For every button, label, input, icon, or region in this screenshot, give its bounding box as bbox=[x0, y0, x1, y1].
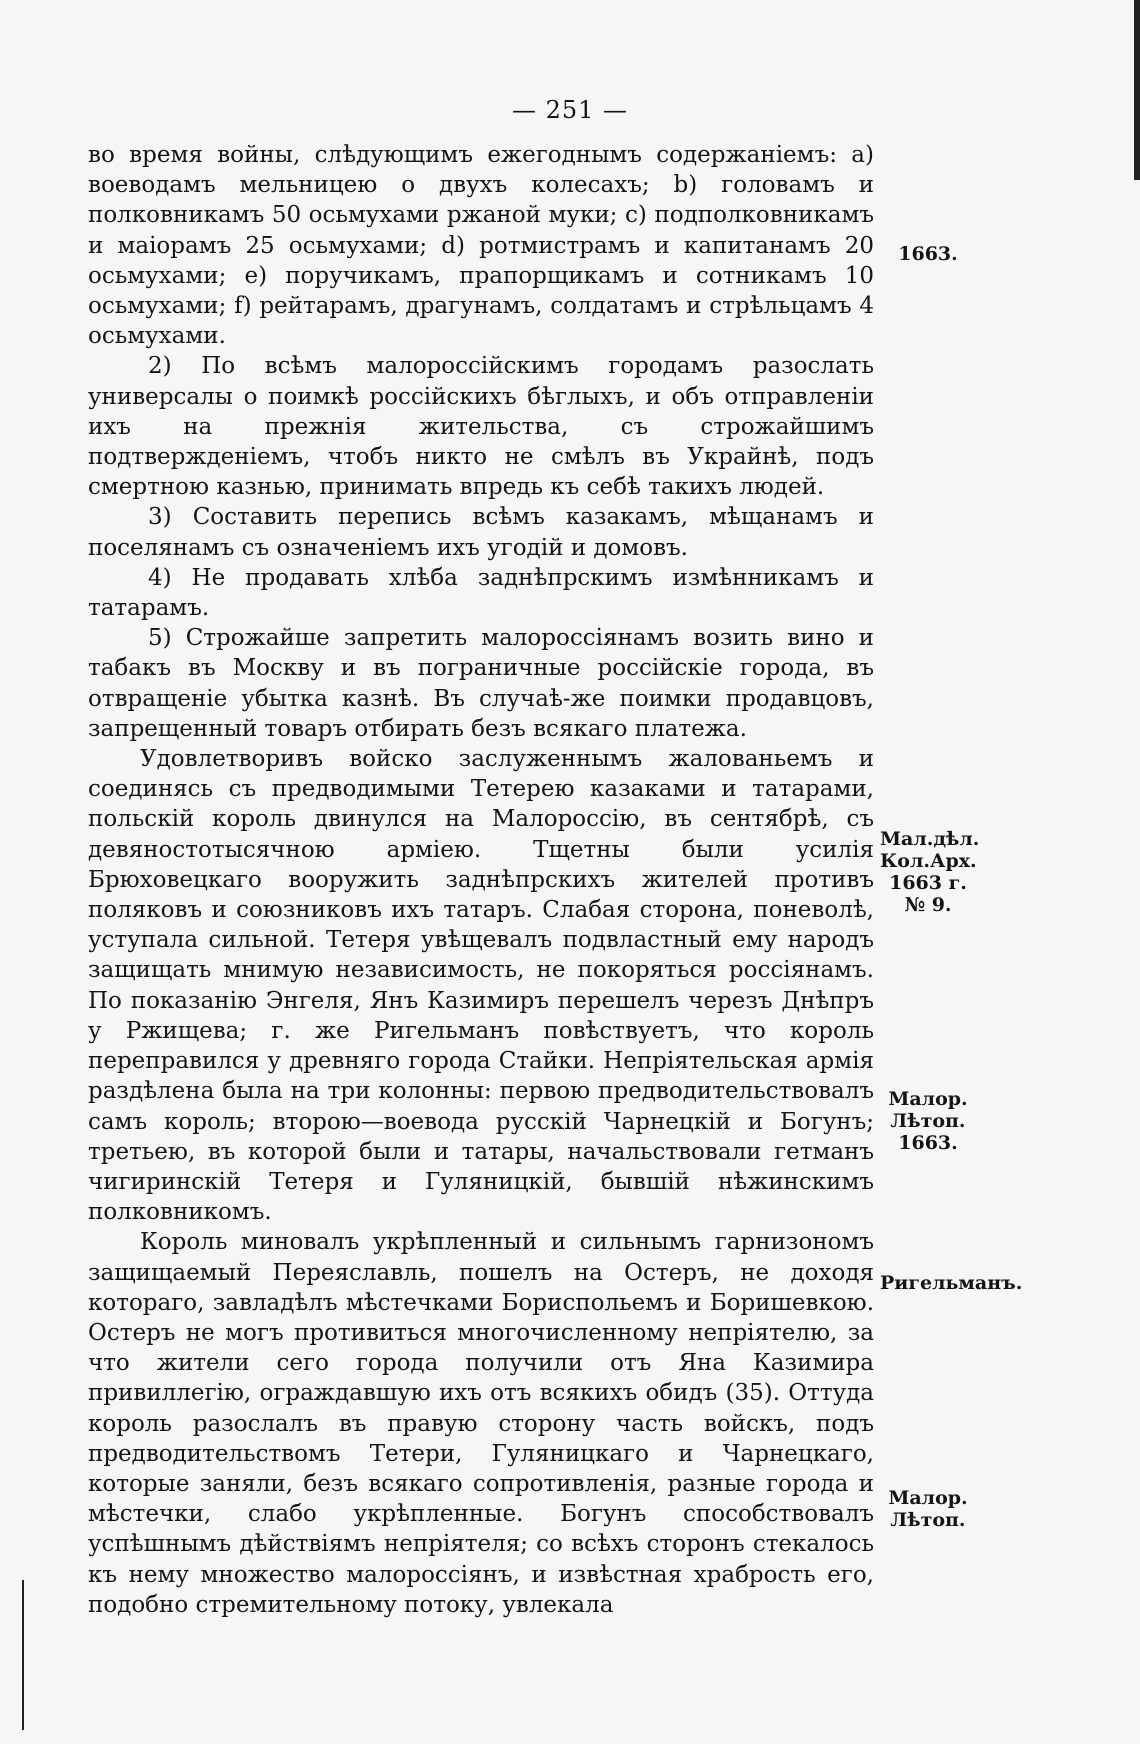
margin-note-chronicle: Малор. Лѣтоп. bbox=[888, 1487, 968, 1531]
page-number: — 251 — bbox=[511, 96, 629, 124]
scan-edge-left bbox=[22, 1580, 24, 1730]
paragraph-7: Король миновалъ укрѣпленный и сильнымъ гарнизономъ защищаемый Переяславль, пошелъ на Остеръ, не доходя котораго, завладѣлъ мѣстечками Бориспольемъ и Боришевкою. Остеръ не могъ противиться многочисленному непрiятелю, за что жители сего города получили отъ Яна Казимира привиллегiю, ограждавшую ихъ отъ всякихъ обидъ (35). Оттуда король разослалъ въ правую сторону часть войскъ, подъ предводительствомъ Тетери, Гуляницкаго и Чарнецкаго, которые заняли, безъ всякаго сопротивленiя, разные города и мѣстечки, слабо укрѣпленные. Богунъ способствовалъ успѣшнымъ дѣйствiямъ непрiятеля; со всѣхъ сторонъ стекалось къ нему множество малороссiянъ, и извѣстная храбрость его, подобно стремительному потоку, увлекала bbox=[88, 1229, 874, 1618]
margin-note-archive: Мал.дѣл. Кол.Арх. 1663 г. № 9. bbox=[880, 828, 980, 916]
paragraph-6: Удовлетворивъ войско заслуженнымъ жалованьемъ и соединясь съ предводимыми Тетерею казаками и татарами, польскiй король двинулся на Малороссiю, въ сентябрѣ, съ девяностотысячною армiею. Тщетны были усилiя Брюховецкаго вооружить заднѣпрскихъ жителей противъ поляковъ и союзниковъ ихъ татаръ. Слабая сторона, поневолѣ, уступала сильной. Тетеря увѣщевалъ подвластный ему народъ защищать мнимую независимость, не покоряться россiянамъ. По показанiю Энгеля, Янъ Казимиръ перешелъ черезъ Днѣпръ у Ржищева; г. же Ригельманъ повѣствуетъ, что король переправился у древняго города Стайки. Непрiятельская армiя раздѣлена была на три колонны: первою предводительствовалъ самъ король; второю—воевода русскiй Чарнецкiй и Богунъ; третьею, въ которой были и татары, начальствовали гетманъ чигиринскiй Тетеря и Гуляницкiй, бывшiй нѣжинскимъ полковникомъ. bbox=[88, 746, 874, 1226]
margin-note-rigelman: Ригельманъ. bbox=[880, 1272, 1023, 1294]
main-text bbox=[88, 140, 874, 1620]
paragraph-1: во время войны, слѣдующимъ ежегоднымъ содержанiемъ: a) воеводамъ мельницею о двухъ колесахъ; b) головамъ и полковникамъ 50 осьмухами ржаной муки; c) подполковникамъ и маiорамъ 25 осьмухами; d) ротмистрамъ и капитанамъ 20 осьмухами; e) поручикамъ, прапорщикамъ и сотникамъ 10 осьмухами; f) рейтарамъ, драгунамъ, солдатамъ и стрѣльцамъ 4 осьмухами. bbox=[88, 142, 874, 350]
paragraph-2: 2) По всѣмъ малороссiйскимъ городамъ разослать универсалы о поимкѣ россiйскихъ бѣглыхъ, и объ отправленiи ихъ на прежнiя жительства, съ строжайшимъ подтвержденiемъ, чтобъ никто не смѣлъ въ Украйнѣ, подъ смертною казнью, принимать впредь къ себѣ такихъ людей. bbox=[88, 353, 874, 501]
paragraph-5: 5) Строжайше запретить малороссiянамъ возить вино и табакъ въ Москву и въ пограничные россiйскiе города, въ отвращенiе убытка казнѣ. Въ случаѣ-же поимки продавцовъ, запрещенный товаръ отбирать безъ всякаго платежа. bbox=[88, 625, 874, 742]
paragraph-4: 4) Не продавать хлѣба заднѣпрскимъ измѣнникамъ и татарамъ. bbox=[88, 564, 874, 622]
paragraph-3: 3) Составить перепись всѣмъ казакамъ, мѣщанамъ и поселянамъ съ означенiемъ ихъ угодiй и домовъ. bbox=[88, 504, 874, 561]
scan-edge-right bbox=[1134, 0, 1140, 180]
margin-note-chronicle-1663: Малор. Лѣтоп. 1663. bbox=[888, 1088, 968, 1154]
margin-note-1663: 1663. bbox=[898, 243, 958, 265]
